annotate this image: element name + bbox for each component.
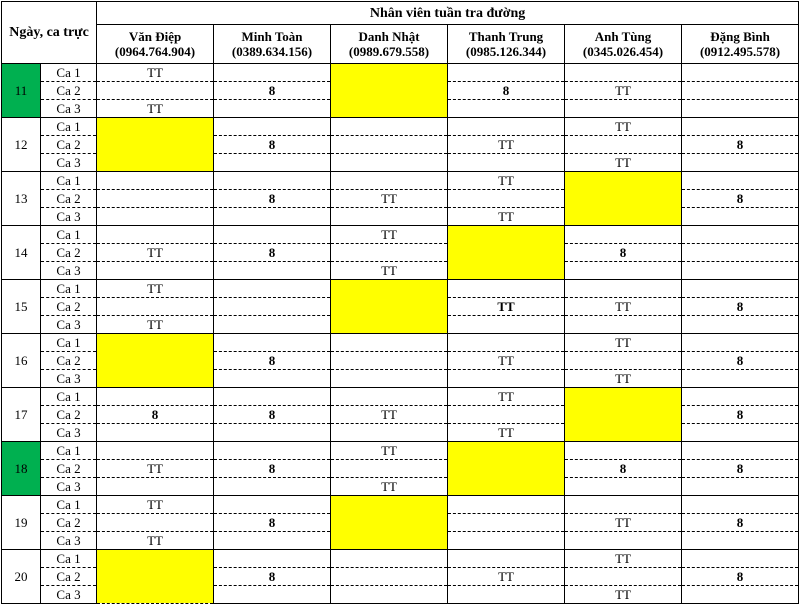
staff-header-4 — [565, 25, 682, 64]
assignment-cell: TT — [97, 100, 214, 118]
shift-label: Ca 3 — [41, 424, 97, 442]
assignment-cell — [565, 226, 682, 244]
assignment-cell — [97, 262, 214, 280]
staff-phone: (0345.026.454) — [582, 44, 664, 59]
assignment-cell — [97, 82, 214, 100]
day-number: 14 — [2, 226, 41, 280]
assignment-cell — [97, 478, 214, 496]
staff-name: Anh Tùng — [594, 29, 652, 44]
assignment-cell: 8 — [214, 352, 331, 370]
staff-name: Minh Toàn — [241, 29, 303, 44]
schedule-body — [2, 2, 799, 604]
assignment-cell — [682, 172, 799, 190]
shift-label: Ca 1 — [41, 442, 97, 460]
assignment-cell: TT — [448, 388, 565, 406]
assignment-cell — [331, 460, 448, 478]
shift-row — [2, 262, 799, 280]
assignment-cell — [448, 190, 565, 208]
assignment-cell — [448, 514, 565, 532]
off-duty-cell — [448, 442, 565, 496]
assignment-cell: TT — [565, 514, 682, 532]
assignment-cell: 8 — [682, 298, 799, 316]
assignment-cell: TT — [97, 64, 214, 82]
assignment-cell — [214, 478, 331, 496]
assignment-cell — [214, 154, 331, 172]
staff-name: Danh Nhật — [358, 29, 420, 44]
assignment-cell — [682, 244, 799, 262]
staff-name: Văn Điệp — [128, 29, 182, 44]
assignment-cell — [214, 442, 331, 460]
shift-row — [2, 550, 799, 568]
assignment-cell — [565, 568, 682, 586]
day-shift-header: Ngày, ca trực — [2, 2, 97, 64]
assignment-cell: TT — [97, 316, 214, 334]
assignment-cell: TT — [448, 208, 565, 226]
assignment-cell — [97, 172, 214, 190]
assignment-cell — [331, 244, 448, 262]
assignment-cell — [97, 514, 214, 532]
assignment-cell: 8 — [448, 82, 565, 100]
assignment-cell: TT — [331, 262, 448, 280]
staff-phone: (0964.764.904) — [114, 44, 196, 59]
assignment-cell — [565, 100, 682, 118]
shift-label: Ca 2 — [41, 406, 97, 424]
assignment-cell — [682, 496, 799, 514]
assignment-cell — [565, 496, 682, 514]
assignment-cell: 8 — [565, 460, 682, 478]
assignment-cell — [97, 424, 214, 442]
assignment-cell — [682, 208, 799, 226]
off-duty-cell — [97, 118, 214, 172]
assignment-cell — [331, 388, 448, 406]
assignment-cell: TT — [565, 586, 682, 604]
assignment-cell: 8 — [214, 244, 331, 262]
shift-label: Ca 3 — [41, 262, 97, 280]
shift-row — [2, 118, 799, 136]
assignment-cell — [682, 82, 799, 100]
assignment-cell — [331, 352, 448, 370]
assignment-cell: 8 — [682, 406, 799, 424]
shift-label: Ca 1 — [41, 280, 97, 298]
shift-label: Ca 2 — [41, 82, 97, 100]
assignment-cell — [331, 568, 448, 586]
day-number: 19 — [2, 496, 41, 550]
assignment-cell — [97, 388, 214, 406]
assignment-cell — [448, 100, 565, 118]
assignment-cell: TT — [448, 136, 565, 154]
assignment-cell — [682, 532, 799, 550]
staff-header-2 — [331, 25, 448, 64]
assignment-cell: TT — [331, 406, 448, 424]
assignment-cell — [214, 370, 331, 388]
shift-label: Ca 3 — [41, 100, 97, 118]
day-number: 17 — [2, 388, 41, 442]
assignment-cell — [448, 154, 565, 172]
assignment-cell — [565, 280, 682, 298]
shift-label: Ca 2 — [41, 568, 97, 586]
patrol-schedule-table — [1, 1, 799, 604]
shift-label: Ca 2 — [41, 244, 97, 262]
assignment-cell — [214, 316, 331, 334]
assignment-cell — [682, 100, 799, 118]
assignment-cell: TT — [448, 298, 565, 316]
assignment-cell — [97, 442, 214, 460]
shift-label: Ca 3 — [41, 586, 97, 604]
staff-phone: (0389.634.156) — [231, 44, 313, 59]
assignment-cell: TT — [448, 352, 565, 370]
shift-label: Ca 1 — [41, 388, 97, 406]
assignment-cell — [682, 478, 799, 496]
assignment-cell — [214, 226, 331, 244]
assignment-cell: TT — [97, 532, 214, 550]
shift-label: Ca 2 — [41, 136, 97, 154]
assignment-cell — [214, 208, 331, 226]
assignment-cell — [331, 172, 448, 190]
off-duty-cell — [565, 172, 682, 226]
shift-label: Ca 3 — [41, 370, 97, 388]
shift-row — [2, 442, 799, 460]
staff-name: Thanh Trung — [468, 29, 544, 44]
staff-phone: (0912.495.578) — [699, 44, 781, 59]
staff-phone: (0985.126.344) — [465, 44, 547, 59]
assignment-cell — [97, 208, 214, 226]
assignment-cell — [214, 172, 331, 190]
assignment-cell — [682, 118, 799, 136]
shift-label: Ca 1 — [41, 226, 97, 244]
assignment-cell — [682, 388, 799, 406]
assignment-cell — [214, 532, 331, 550]
off-duty-cell — [448, 226, 565, 280]
assignment-cell — [448, 118, 565, 136]
assignment-cell — [97, 226, 214, 244]
shift-row — [2, 172, 799, 190]
shift-row — [2, 226, 799, 244]
assignment-cell — [448, 532, 565, 550]
assignment-cell — [214, 280, 331, 298]
assignment-cell — [214, 550, 331, 568]
assignment-cell — [565, 136, 682, 154]
assignment-cell: 8 — [682, 190, 799, 208]
assignment-cell — [214, 100, 331, 118]
assignment-cell: 8 — [682, 460, 799, 478]
assignment-cell: TT — [97, 496, 214, 514]
shift-row — [2, 496, 799, 514]
assignment-cell: TT — [448, 568, 565, 586]
assignment-cell — [214, 496, 331, 514]
assignment-cell — [97, 298, 214, 316]
shift-row — [2, 64, 799, 82]
shift-label: Ca 1 — [41, 550, 97, 568]
shift-label: Ca 1 — [41, 64, 97, 82]
assignment-cell — [448, 316, 565, 334]
header-row-group — [2, 2, 799, 25]
assignment-cell: TT — [97, 460, 214, 478]
shift-row — [2, 478, 799, 496]
shift-label: Ca 2 — [41, 190, 97, 208]
shift-row — [2, 280, 799, 298]
shift-row — [2, 334, 799, 352]
off-duty-cell — [331, 280, 448, 334]
assignment-cell: 8 — [682, 568, 799, 586]
day-number: 20 — [2, 550, 41, 604]
assignment-cell — [331, 370, 448, 388]
assignment-cell: TT — [97, 244, 214, 262]
assignment-cell — [331, 208, 448, 226]
shift-label: Ca 1 — [41, 118, 97, 136]
shift-label: Ca 3 — [41, 208, 97, 226]
staff-header-5 — [682, 25, 799, 64]
day-number: 13 — [2, 172, 41, 226]
assignment-cell: TT — [97, 280, 214, 298]
shift-label: Ca 1 — [41, 496, 97, 514]
assignment-cell — [448, 550, 565, 568]
assignment-cell — [682, 316, 799, 334]
assignment-cell: TT — [331, 226, 448, 244]
assignment-cell — [565, 478, 682, 496]
assignment-cell — [682, 334, 799, 352]
assignment-cell: 8 — [214, 136, 331, 154]
assignment-cell — [214, 118, 331, 136]
day-number: 18 — [2, 442, 41, 496]
assignment-cell: TT — [448, 424, 565, 442]
assignment-cell — [682, 586, 799, 604]
assignment-cell — [682, 280, 799, 298]
shift-label: Ca 2 — [41, 352, 97, 370]
shift-label: Ca 3 — [41, 154, 97, 172]
assignment-cell — [214, 262, 331, 280]
assignment-cell: TT — [331, 190, 448, 208]
shift-label: Ca 3 — [41, 316, 97, 334]
shift-label: Ca 3 — [41, 532, 97, 550]
shift-label: Ca 1 — [41, 172, 97, 190]
staff-phone: (0989.679.558) — [348, 44, 430, 59]
assignment-cell — [682, 262, 799, 280]
day-number: 15 — [2, 280, 41, 334]
day-number: 16 — [2, 334, 41, 388]
assignment-cell: 8 — [682, 352, 799, 370]
assignment-cell — [331, 424, 448, 442]
assignment-cell — [214, 388, 331, 406]
assignment-cell — [331, 118, 448, 136]
assignment-cell — [214, 424, 331, 442]
assignment-cell: TT — [565, 370, 682, 388]
header-row-staff — [2, 25, 799, 64]
assignment-cell — [565, 316, 682, 334]
shift-label: Ca 3 — [41, 478, 97, 496]
day-number: 11 — [2, 64, 41, 118]
assignment-cell: 8 — [214, 568, 331, 586]
assignment-cell — [682, 442, 799, 460]
assignment-cell — [565, 64, 682, 82]
assignment-cell — [682, 226, 799, 244]
assignment-cell — [214, 334, 331, 352]
assignment-cell — [331, 136, 448, 154]
assignment-cell — [331, 586, 448, 604]
assignment-cell — [448, 586, 565, 604]
off-duty-cell — [331, 496, 448, 550]
assignment-cell: TT — [448, 172, 565, 190]
assignment-cell: 8 — [214, 460, 331, 478]
assignment-cell: TT — [565, 154, 682, 172]
assignment-cell: TT — [565, 118, 682, 136]
assignment-cell — [448, 280, 565, 298]
assignment-cell: 8 — [214, 190, 331, 208]
assignment-cell — [682, 64, 799, 82]
staff-header-1 — [214, 25, 331, 64]
assignment-cell — [682, 370, 799, 388]
shift-label: Ca 1 — [41, 334, 97, 352]
assignment-cell: TT — [331, 442, 448, 460]
assignment-cell — [682, 154, 799, 172]
assignment-cell — [448, 406, 565, 424]
assignment-cell: 8 — [97, 406, 214, 424]
assignment-cell — [448, 334, 565, 352]
assignment-cell: 8 — [214, 82, 331, 100]
staff-header-3 — [448, 25, 565, 64]
shift-row — [2, 244, 799, 262]
staff-group-header: Nhân viên tuần tra đường — [97, 2, 799, 25]
assignment-cell: 8 — [565, 244, 682, 262]
assignment-cell — [331, 334, 448, 352]
off-duty-cell — [97, 334, 214, 388]
assignment-cell — [214, 586, 331, 604]
assignment-cell — [565, 352, 682, 370]
assignment-cell — [565, 442, 682, 460]
assignment-cell — [565, 262, 682, 280]
off-duty-cell — [97, 550, 214, 604]
assignment-cell — [448, 64, 565, 82]
assignment-cell — [682, 424, 799, 442]
staff-header-0 — [97, 25, 214, 64]
assignment-cell: 8 — [682, 514, 799, 532]
shift-label: Ca 2 — [41, 514, 97, 532]
assignment-cell: TT — [565, 334, 682, 352]
assignment-cell — [331, 154, 448, 172]
assignment-cell — [214, 64, 331, 82]
shift-row — [2, 388, 799, 406]
assignment-cell: 8 — [214, 514, 331, 532]
staff-name: Đặng Bình — [710, 29, 770, 44]
assignment-cell — [682, 550, 799, 568]
assignment-cell: 8 — [682, 136, 799, 154]
assignment-cell — [97, 190, 214, 208]
assignment-cell — [448, 496, 565, 514]
off-duty-cell — [565, 388, 682, 442]
assignment-cell — [331, 550, 448, 568]
assignment-cell — [214, 298, 331, 316]
shift-row — [2, 460, 799, 478]
assignment-cell: TT — [565, 298, 682, 316]
assignment-cell — [565, 532, 682, 550]
shift-label: Ca 2 — [41, 460, 97, 478]
assignment-cell: TT — [565, 82, 682, 100]
shift-label: Ca 2 — [41, 298, 97, 316]
assignment-cell: TT — [331, 478, 448, 496]
assignment-cell — [448, 370, 565, 388]
day-number: 12 — [2, 118, 41, 172]
off-duty-cell — [331, 64, 448, 118]
assignment-cell: TT — [565, 550, 682, 568]
assignment-cell: 8 — [214, 406, 331, 424]
